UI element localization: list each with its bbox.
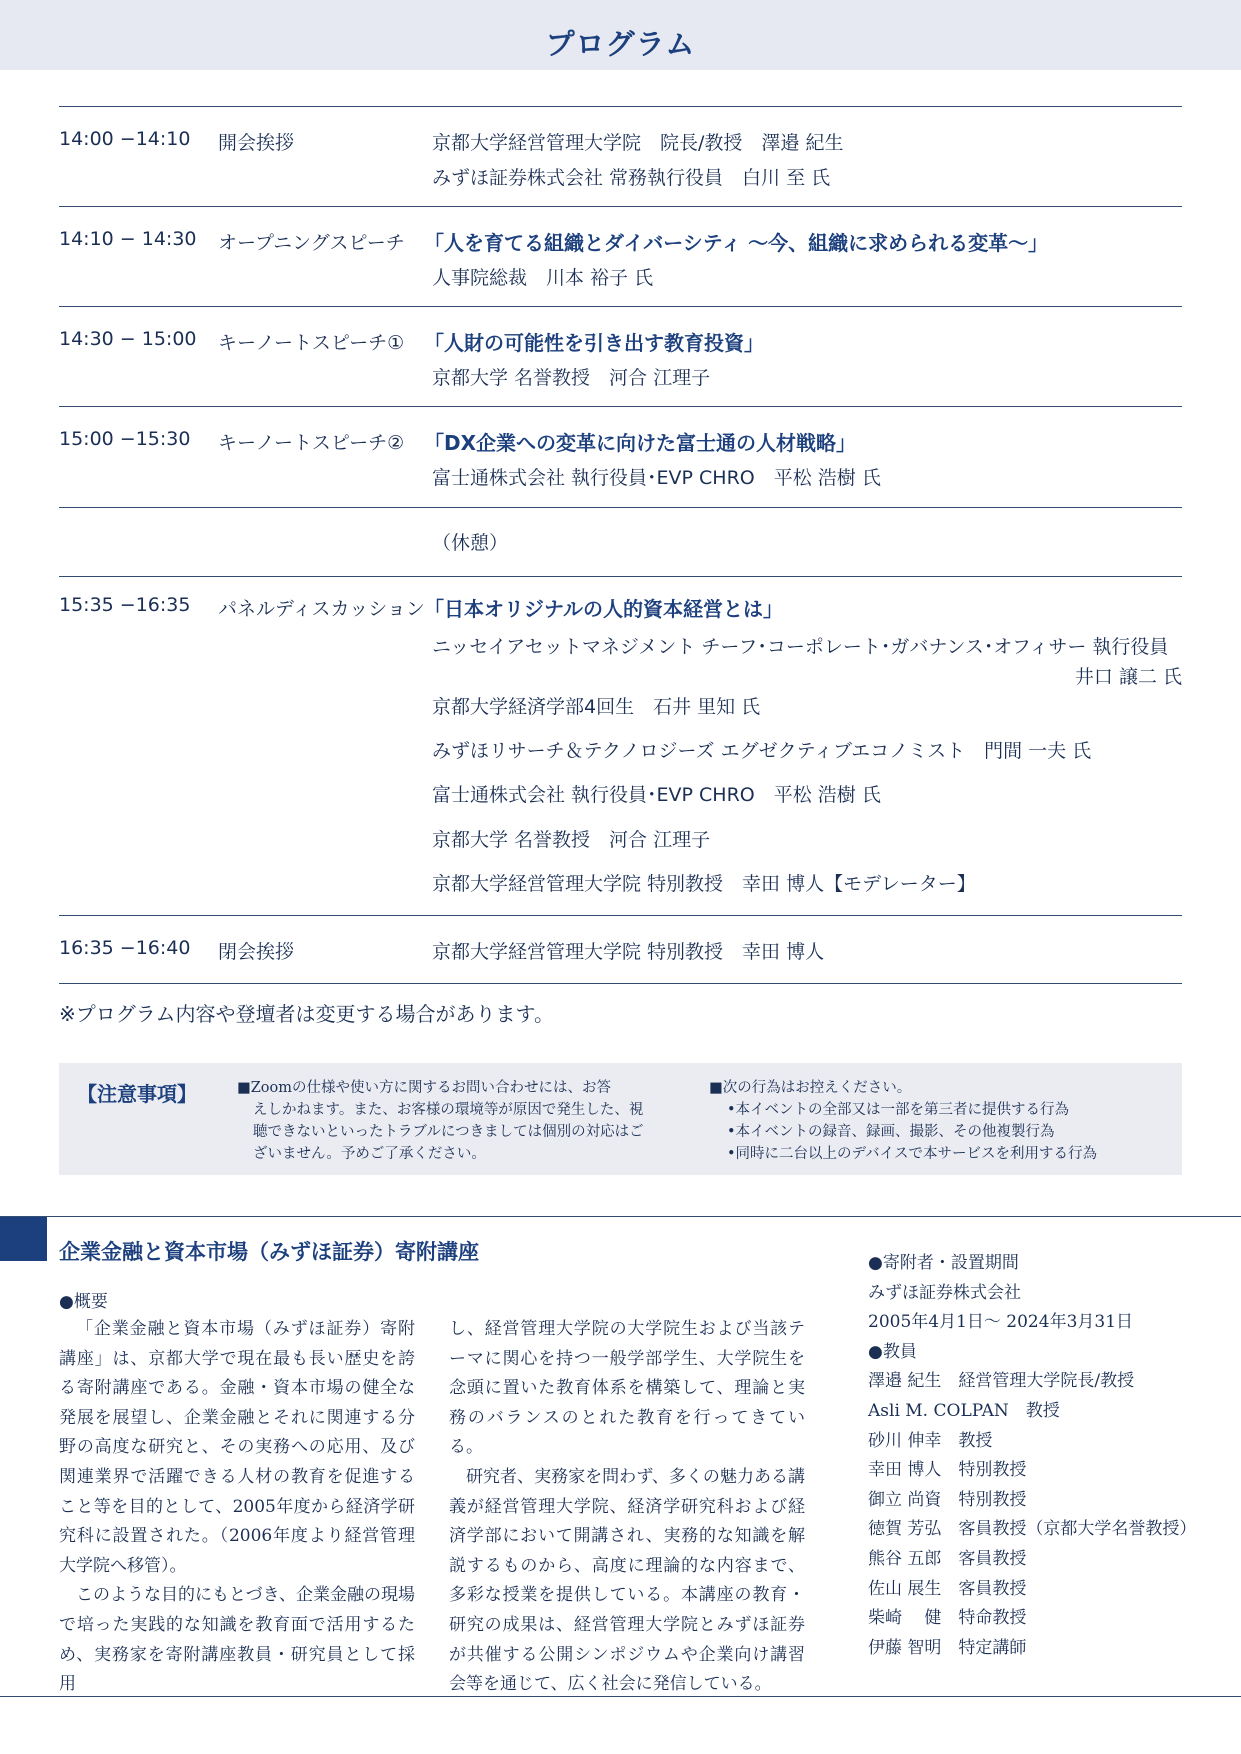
program-speaker: 京都大学経営管理大学院 特別教授 幸田 博人【モデレーター】 <box>432 873 976 895</box>
faculty-member: Asli M. COLPAN 教授 <box>868 1400 1060 1421</box>
donor-heading: ●寄附者・設置期間 <box>868 1253 1019 1273</box>
program-speaker: 京都大学経営管理大学院 特別教授 幸田 博人 <box>432 941 825 963</box>
program-session-label: オープニングスピーチ <box>218 232 405 254</box>
program-speaker: みずほ証券株式会社 常務執行役員 白川 至 氏 <box>432 167 831 189</box>
header-banner <box>0 0 1241 70</box>
section-marker <box>0 1217 47 1261</box>
overview-paragraph: 「企業金融と資本市場（みずほ証券）寄附講座」は、京都大学で現在最も長い歴史を誇る寄附講座である。金融・資本市場の健全な発展を展望し、企業金融とそれに関連する分野の高度な研究と、その実務への応用、及び関連業界で活躍できる人材の教育を促進すること等を目的として、2005年度から経済学研究科に設置された。（2006年度より経営管理大学院へ移管）。 <box>59 1319 415 1576</box>
faculty-member: 伊藤 智明 特定講師 <box>868 1637 1027 1658</box>
program-session-label: 開会挨拶 <box>218 132 295 154</box>
faculty-member: 佐山 展生 客員教授 <box>868 1578 1027 1599</box>
faculty-member: 御立 尚資 特別教授 <box>868 1489 1027 1510</box>
program-speaker: 京都大学 名誉教授 河合 江理子 <box>432 367 711 389</box>
program-divider <box>59 206 1182 207</box>
faculty-member: 澤邉 紀生 経営管理大学院長/教授 <box>868 1371 1135 1392</box>
faculty-member: 柴崎 健 特命教授 <box>868 1608 1027 1629</box>
program-talk-title: 「DX企業への変革に向けた富士通の人材戦略」 <box>424 431 857 455</box>
caution-prohibited-head: ■次の行為はお控えください。 <box>709 1080 912 1096</box>
faculty-member: 熊谷 五郎 客員教授 <box>868 1548 1027 1569</box>
chair-info-panel <box>868 1249 1198 1663</box>
donor-name: みずほ証券株式会社 <box>868 1282 1021 1303</box>
program-speaker: 京都大学 名誉教授 河合 江理子 <box>432 829 711 851</box>
faculty-member: 砂川 伸幸 教授 <box>868 1430 993 1451</box>
program-speaker: 富士通株式会社 執行役員･EVP CHRO 平松 浩樹 氏 <box>432 784 881 806</box>
program-time: 14:30 − 15:00 <box>59 328 197 350</box>
program-session-label: キーノートスピーチ② <box>218 432 405 454</box>
overview-paragraph: 研究者、実務家を問わず、多くの魅力ある講義が経営管理大学院、経済学研究科および経済学部において開講され、実務的な知識を解説するものから、高度に理論的な内容まで、多彩な授業を提供している。本講座の教育・研究の成果は、経営管理大学院とみずほ証券が共催する公開シンポジウムや企業向け講習会等を通じて、広く社会に発信している。 <box>449 1466 805 1695</box>
program-divider <box>59 983 1182 984</box>
faculty-member: 幸田 博人 特別教授 <box>868 1460 1027 1481</box>
list-item: •同時に二台以上のデバイスで本サービスを利用する行為 <box>727 1146 1098 1162</box>
program-time: 15:35 −16:35 <box>59 594 191 616</box>
caution-prohibited-list <box>709 1077 1169 1165</box>
program-session-label: キーノートスピーチ① <box>218 332 405 354</box>
program-talk-title: 「人を育てる組織とダイバーシティ 〜今、組織に求められる変革〜」 <box>424 231 1049 255</box>
section-divider <box>0 1216 1241 1217</box>
donor-period: 2005年4月1日～ 2024年3月31日 <box>868 1312 1134 1333</box>
caution-box <box>59 1063 1182 1175</box>
caution-zoom-note <box>237 1077 657 1165</box>
program-divider <box>59 915 1182 916</box>
list-item: •本イベントの全部又は一部を第三者に提供する行為 <box>727 1102 1070 1118</box>
overview-column-2 <box>449 1315 805 1700</box>
caution-title: 【注意事項】 <box>77 1082 197 1106</box>
overview-column-1 <box>59 1315 415 1700</box>
section-title: 企業金融と資本市場（みずほ証券）寄附講座 <box>59 1240 479 1264</box>
program-time: 15:00 −15:30 <box>59 428 191 450</box>
caution-zoom-body: えしかねます。また、お客様の環境等が原因で発生した、視聴できないといったトラブルにつきましては個別の対応はございません。予めご了承ください。 <box>253 1102 644 1162</box>
program-session-label: 閉会挨拶 <box>218 941 295 963</box>
program-divider <box>59 406 1182 407</box>
program-divider <box>59 507 1182 508</box>
overview-heading: ●概要 <box>59 1292 108 1312</box>
program-speaker: ニッセイアセットマネジメント チーフ･コーポレート･ガバナンス･オフィサー 執行役員 <box>432 636 1169 658</box>
faculty-member: 徳賀 芳弘 客員教授（京都大学名誉教授） <box>868 1519 1197 1540</box>
program-divider <box>59 576 1182 577</box>
program-speaker: みずほリサーチ＆テクノロジーズ エグゼクティブエコノミスト 門間 一夫 氏 <box>432 740 1092 762</box>
program-speaker: 人事院総裁 川本 裕子 氏 <box>432 267 654 289</box>
program-time: 16:35 −16:40 <box>59 937 191 959</box>
program-talk-title: 「日本オリジナルの人的資本経営とは」 <box>424 597 783 621</box>
program-note: ※プログラム内容や登壇者は変更する場合があります。 <box>59 1002 554 1026</box>
program-time: 14:10 − 14:30 <box>59 228 197 250</box>
faculty-heading: ●教員 <box>868 1341 917 1362</box>
program-break: （休憩） <box>432 532 509 554</box>
program-divider <box>59 106 1182 107</box>
list-item: •本イベントの録音、録画、撮影、その他複製行為 <box>727 1124 1055 1140</box>
program-speaker: 京都大学経済学部4回生 石井 里知 氏 <box>432 696 761 718</box>
program-divider <box>59 306 1182 307</box>
program-talk-title: 「人財の可能性を引き出す教育投資」 <box>424 331 764 355</box>
program-session-label: パネルディスカッション <box>218 598 425 620</box>
overview-paragraph: このような目的にもとづき、企業金融の現場で培った実践的な知識を教育面で活用するため、実務家を寄附講座教員・研究員として採用 <box>59 1585 415 1695</box>
caution-zoom-head: ■Zoomの仕様や使い方に関するお問い合わせには、お答 <box>237 1080 611 1096</box>
program-time: 14:00 −14:10 <box>59 128 191 150</box>
page-title: プログラム <box>545 27 696 61</box>
program-speaker: 京都大学経営管理大学院 院長/教授 澤邉 紀生 <box>432 132 844 154</box>
program-speaker: 富士通株式会社 執行役員･EVP CHRO 平松 浩樹 氏 <box>432 467 881 489</box>
footer-divider <box>0 1696 1241 1697</box>
program-speaker: 井口 譲二 氏 <box>1074 666 1182 688</box>
overview-paragraph: し、経営管理大学院の大学院生および当該テーマに関心を持つ一般学部学生、大学院生を念頭に置いた教育体系を構築して、理論と実務のバランスのとれた教育を行ってきている。 <box>449 1319 805 1458</box>
